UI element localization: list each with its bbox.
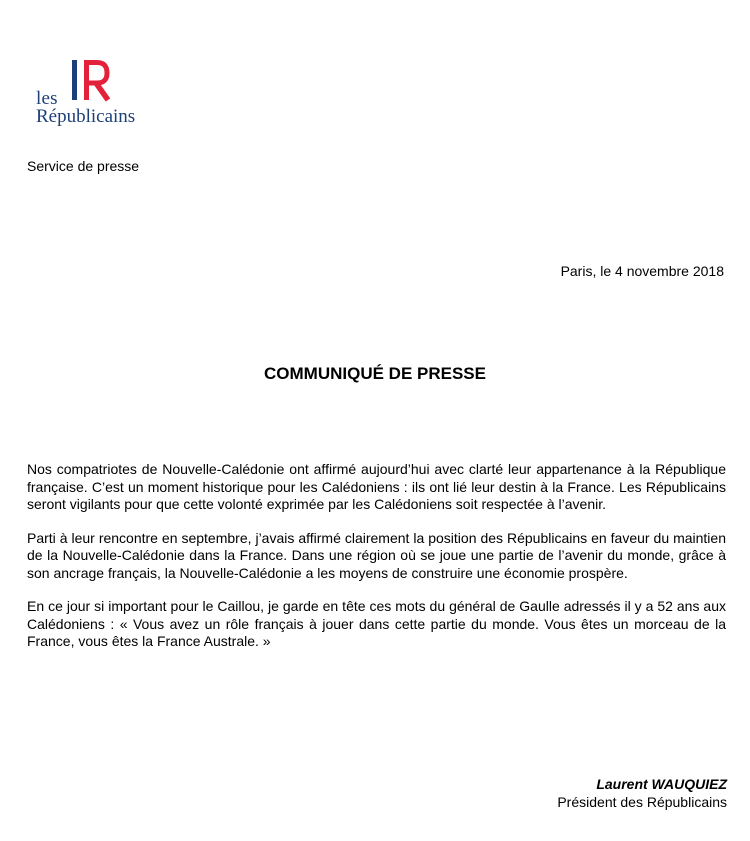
logo-les-text: les	[36, 88, 58, 109]
logo-republicains-text: Républicains	[36, 106, 136, 127]
body-paragraph: En ce jour si important pour le Caillou, je garde en tête ces mots du général de Gaulle adressés il y a 52 ans aux Calédoniens : « Vous avez un rôle français à jouer dans cette partie du monde. Vous êtes un morceau de la France, vous êtes la France Australe. »	[27, 598, 726, 649]
body-paragraph: Parti à leur rencontre en septembre, j’avais affirmé clairement la position des Républicains en faveur du maintien de la Nouvelle-Calédonie dans la France. Dans une région où se joue une partie de l’avenir du monde, grâce à son ancrage français, la Nouvelle-Calédonie a les moyens de construire une économie prospère.	[27, 529, 726, 581]
signature-block	[557, 776, 727, 811]
signatory-name: Laurent WAUQUIEZ	[596, 776, 727, 792]
lr-mark-icon	[72, 58, 116, 102]
press-release-title: COMMUNIQUÉ DE PRESSE	[264, 364, 486, 383]
dateline: Paris, le 4 novembre 2018	[560, 263, 724, 279]
service-label: Service de presse	[27, 158, 140, 174]
press-release-body	[27, 461, 726, 667]
body-paragraph: Nos compatriotes de Nouvelle-Calédonie ont affirmé aujourd’hui avec clarté leur appartenance à la République française. C’est un moment historique pour les Calédoniens : ils ont lié leur destin à la France. Les Républicains seront vigilants pour que cette volonté exprimée par les Calédoniens soit respectée à l’avenir.	[27, 461, 726, 512]
signatory-role: Président des Républicains	[557, 793, 727, 810]
party-logo	[36, 58, 156, 130]
